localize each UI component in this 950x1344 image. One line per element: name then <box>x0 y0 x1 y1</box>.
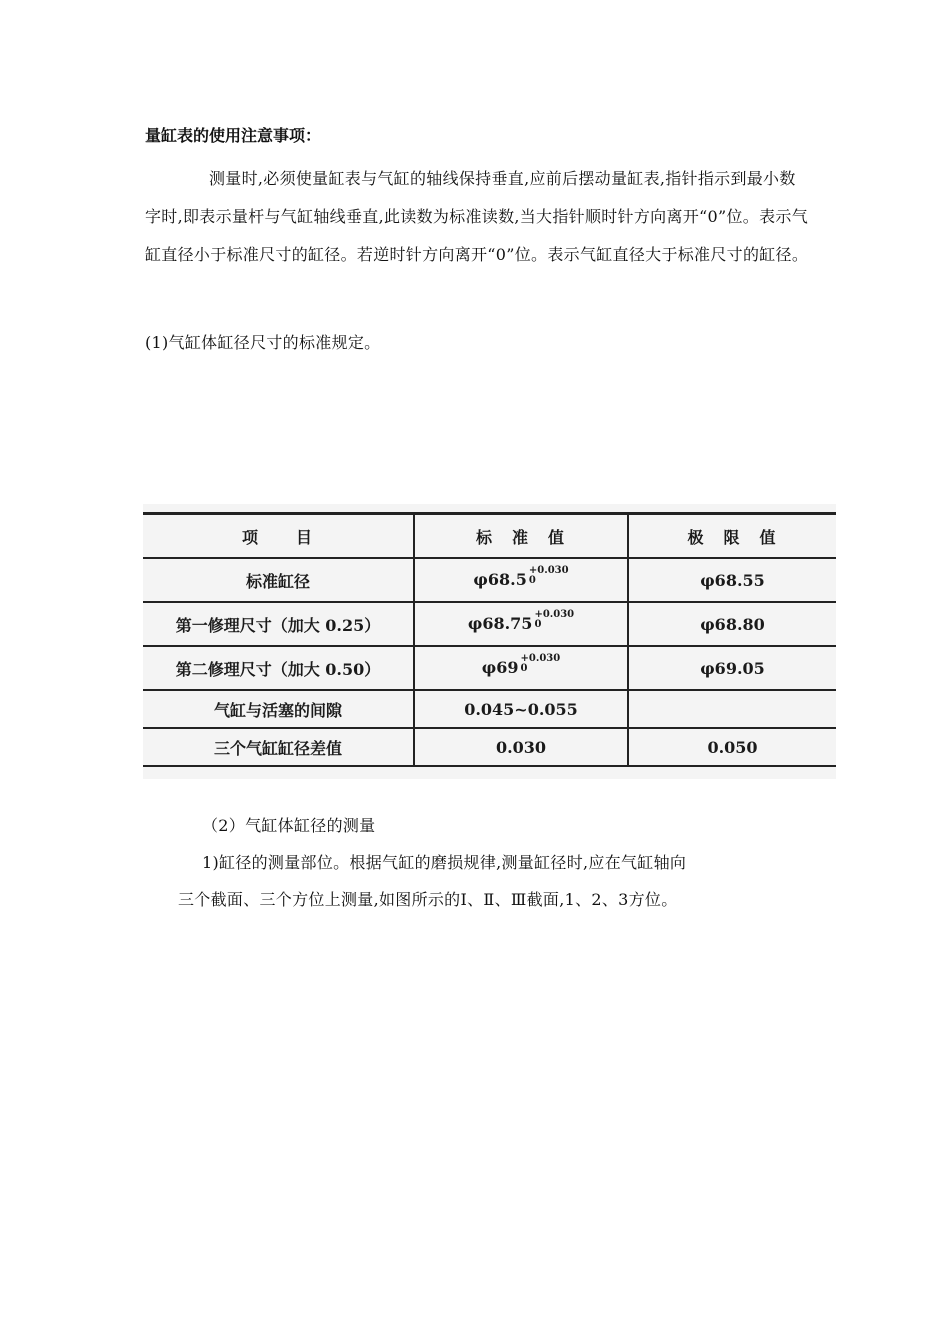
table-row <box>143 602 836 646</box>
row-standard: 0.030 <box>414 728 628 766</box>
standard-value: φ68.5 <box>473 569 527 589</box>
row-standard <box>414 602 628 646</box>
row-limit <box>628 690 836 728</box>
row-item: 气缸与活塞的间隙 <box>143 690 414 728</box>
row-item: 三个气缸缸径差值 <box>143 728 414 766</box>
tolerance <box>521 654 561 674</box>
standard-value: φ68.75 <box>467 613 533 633</box>
tolerance-upper: +0.030 <box>528 565 569 577</box>
tolerance-lower: 0 <box>520 663 528 675</box>
section-1-title: (1)气缸体缸径尺寸的标准规定。 <box>145 333 381 352</box>
intro-paragraph: 测量时,必须使量缸表与气缸的轴线保持垂直,应前后摆动量缸表,指针指示到最小数字时,即表示量杆与气缸轴线垂直,此读数为标准读数,当大指针顺时针方向离开“0”位。表示气缸直径小于标准尺寸的缸径。若逆时针方向离开“0”位。表示气缸直径大于标准尺寸的缸径。 <box>145 169 809 264</box>
spec-table-image <box>143 504 836 779</box>
tolerance-upper: +0.030 <box>520 653 561 665</box>
tolerance-lower: 0 <box>528 575 536 587</box>
table-row <box>143 690 836 728</box>
tolerance-lower: 0 <box>534 619 542 631</box>
standard-value: φ69 <box>481 657 519 677</box>
row-limit: 0.050 <box>628 728 836 766</box>
row-standard: 0.045~0.055 <box>414 690 628 728</box>
row-item: 第一修理尺寸（加大 0.25） <box>143 602 414 646</box>
row-limit: φ68.55 <box>628 558 836 602</box>
header-limit: 极 限 值 <box>628 514 836 559</box>
row-item: 标准缸径 <box>143 558 414 602</box>
section-2-title: （2）气缸体缸径的测量 <box>202 816 376 835</box>
section-2-line-2: 三个截面、三个方位上测量,如图所示的Ⅰ、Ⅱ、Ⅲ截面,1、2、3方位。 <box>178 890 678 909</box>
row-standard <box>414 646 628 690</box>
header-standard: 标 准 值 <box>414 514 628 559</box>
row-standard <box>414 558 628 602</box>
table-row <box>143 728 836 766</box>
tolerance <box>529 566 569 586</box>
tolerance-upper: +0.030 <box>534 609 575 621</box>
header-item: 项 目 <box>143 514 414 559</box>
page-heading: 量缸表的使用注意事项： <box>145 126 322 145</box>
table-row <box>143 558 836 602</box>
row-item: 第二修理尺寸（加大 0.50） <box>143 646 414 690</box>
section-2-line-1: 1)缸径的测量部位。根据气缸的磨损规律,测量缸径时,应在气缸轴向 <box>202 853 687 872</box>
spec-table <box>143 512 836 767</box>
row-limit: φ69.05 <box>628 646 836 690</box>
tolerance <box>534 610 574 630</box>
table-row <box>143 646 836 690</box>
row-limit: φ68.80 <box>628 602 836 646</box>
table-header-row <box>143 514 836 559</box>
